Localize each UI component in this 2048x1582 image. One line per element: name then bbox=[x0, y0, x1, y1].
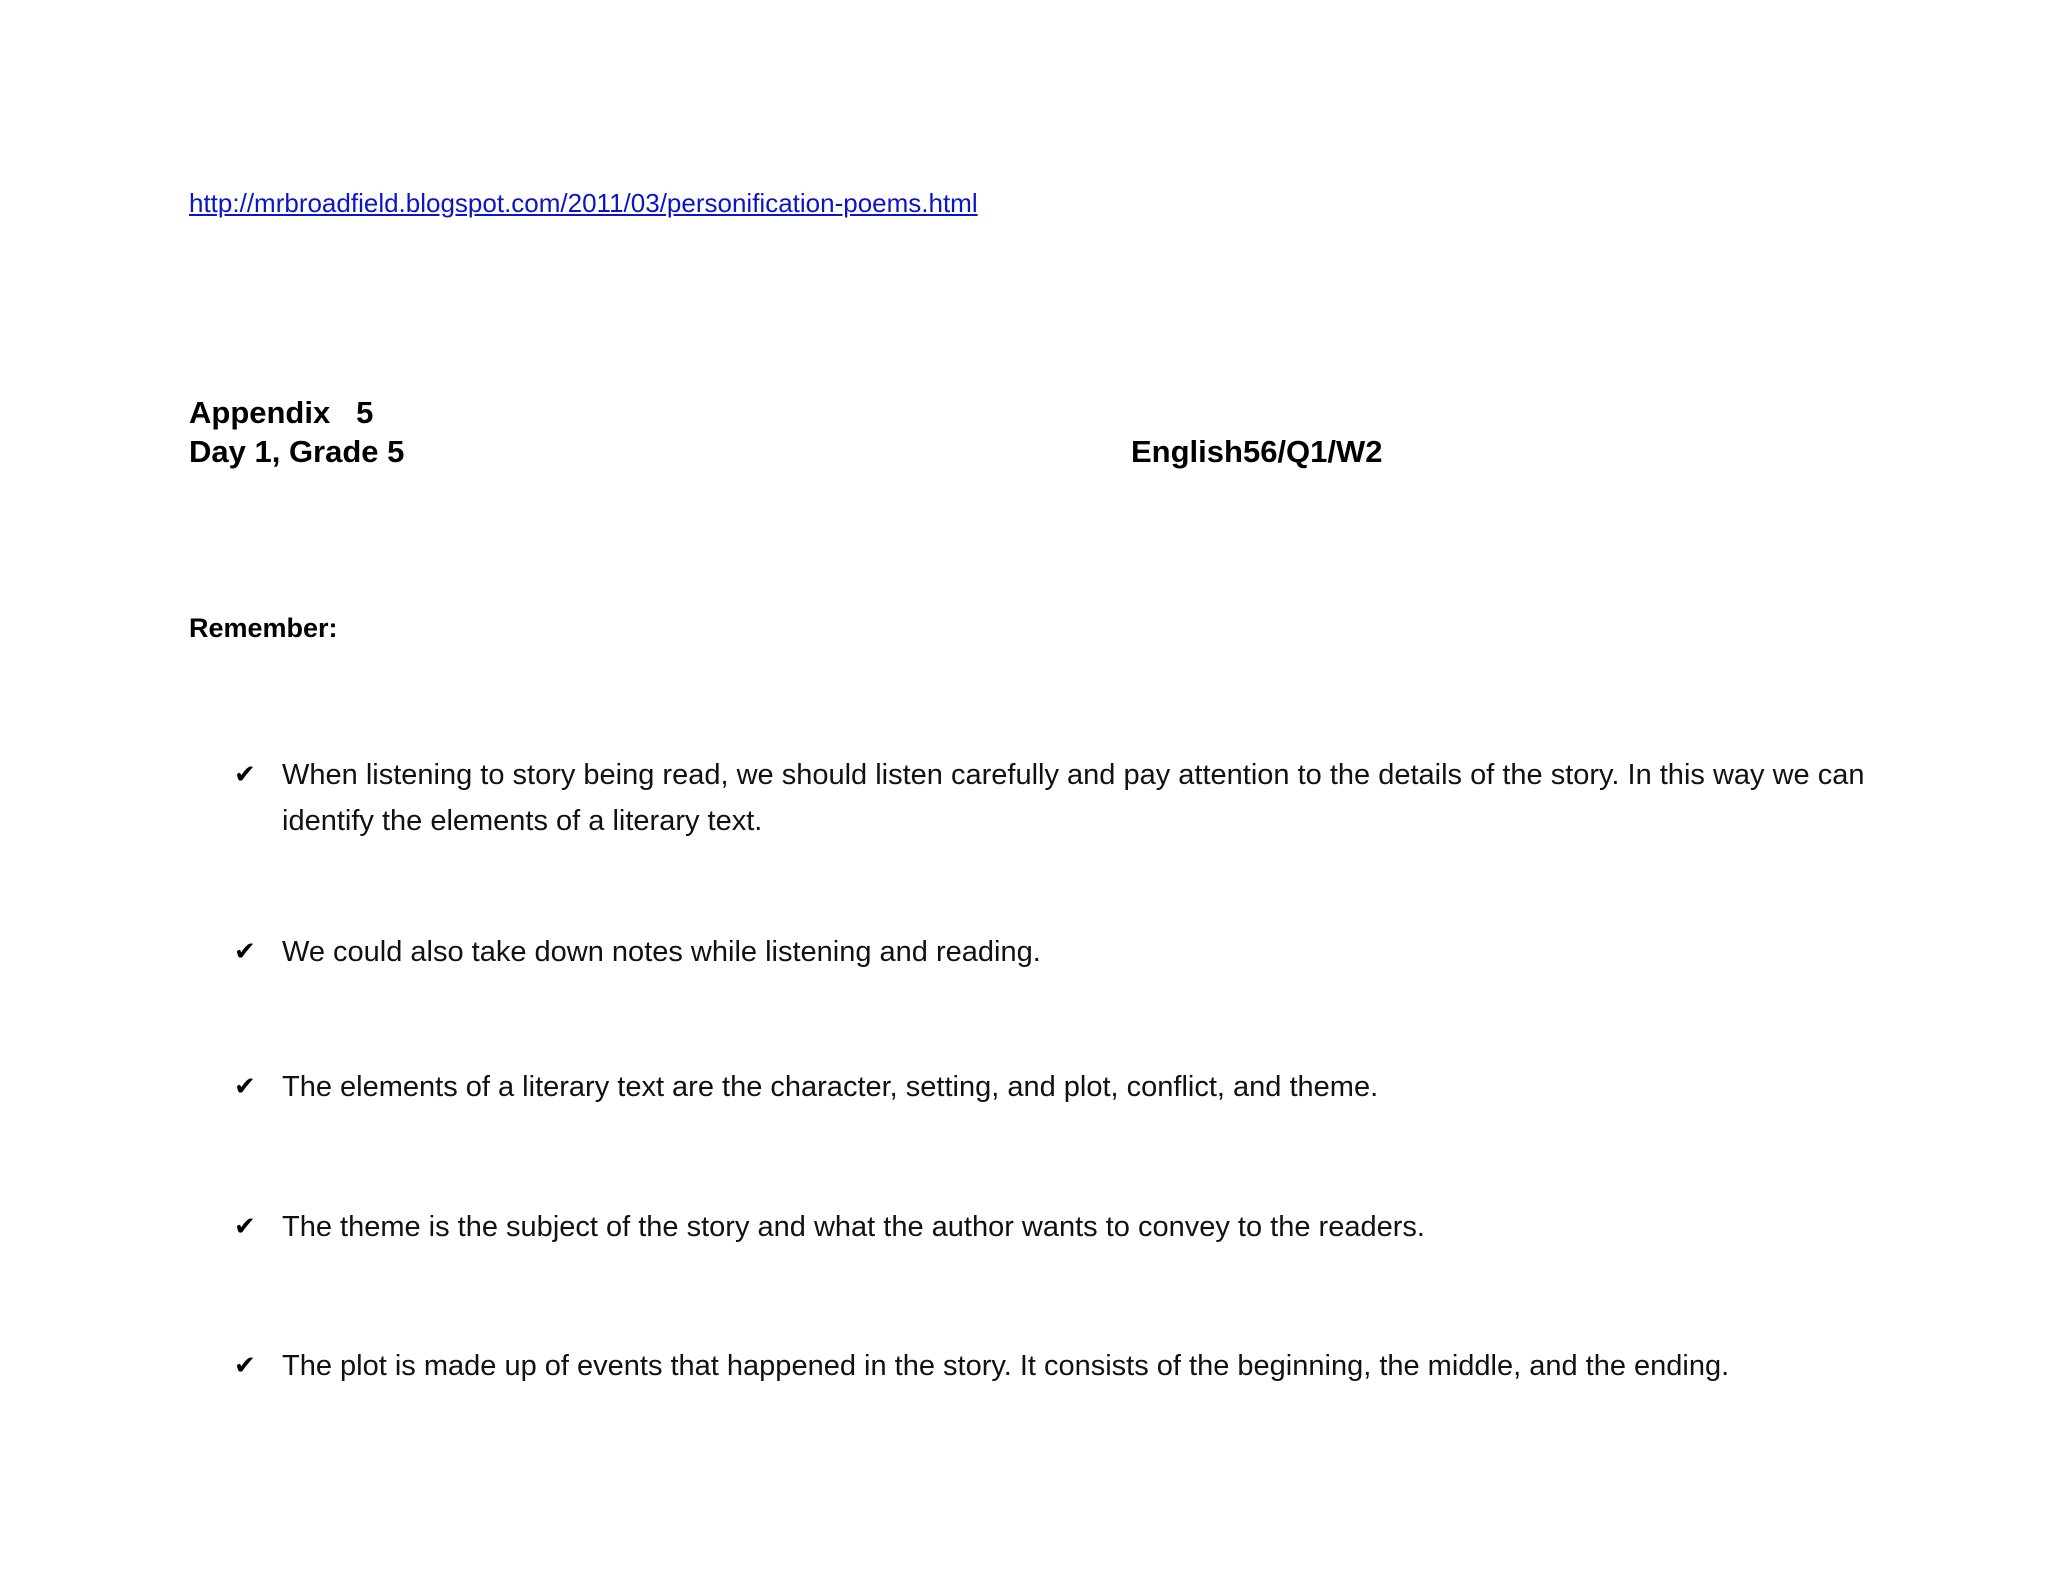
bullet-item bbox=[234, 752, 1874, 844]
checkmark-icon: ✔ bbox=[234, 1212, 256, 1242]
bullet-item bbox=[234, 1204, 1874, 1250]
bullet-item bbox=[234, 1064, 1874, 1110]
remember-heading: Remember: bbox=[189, 613, 338, 643]
bullet-text: The theme is the subject of the story and what the author wants to convey to the readers. bbox=[282, 1211, 1425, 1243]
day-grade-heading: Day 1, Grade 5 bbox=[189, 434, 405, 469]
personification-poems-link[interactable]: http://mrbroadfield.blogspot.com/2011/03/personification-poems.html bbox=[189, 188, 978, 218]
bullet-item bbox=[234, 929, 1874, 975]
bullet-text: The elements of a literary text are the character, setting, and plot, conflict, and theme. bbox=[282, 1071, 1379, 1103]
bullet-text: The plot is made up of events that happened in the story. It consists of the beginning, the middle, and the ending. bbox=[282, 1350, 1730, 1382]
checkmark-icon: ✔ bbox=[234, 937, 256, 967]
checkmark-icon: ✔ bbox=[234, 760, 256, 790]
checkmark-icon: ✔ bbox=[234, 1351, 256, 1381]
bullet-text: We could also take down notes while listening and reading. bbox=[282, 936, 1041, 968]
bullet-text: When listening to story being read, we should listen carefully and pay attention to the details of the story. In this way we can identify the elements of a literary text. bbox=[282, 759, 1865, 837]
bullet-item bbox=[234, 1343, 1874, 1389]
checkmark-icon: ✔ bbox=[234, 1072, 256, 1102]
course-code-heading: English56/Q1/W2 bbox=[1131, 434, 1383, 469]
appendix-heading: Appendix 5 bbox=[189, 395, 374, 430]
